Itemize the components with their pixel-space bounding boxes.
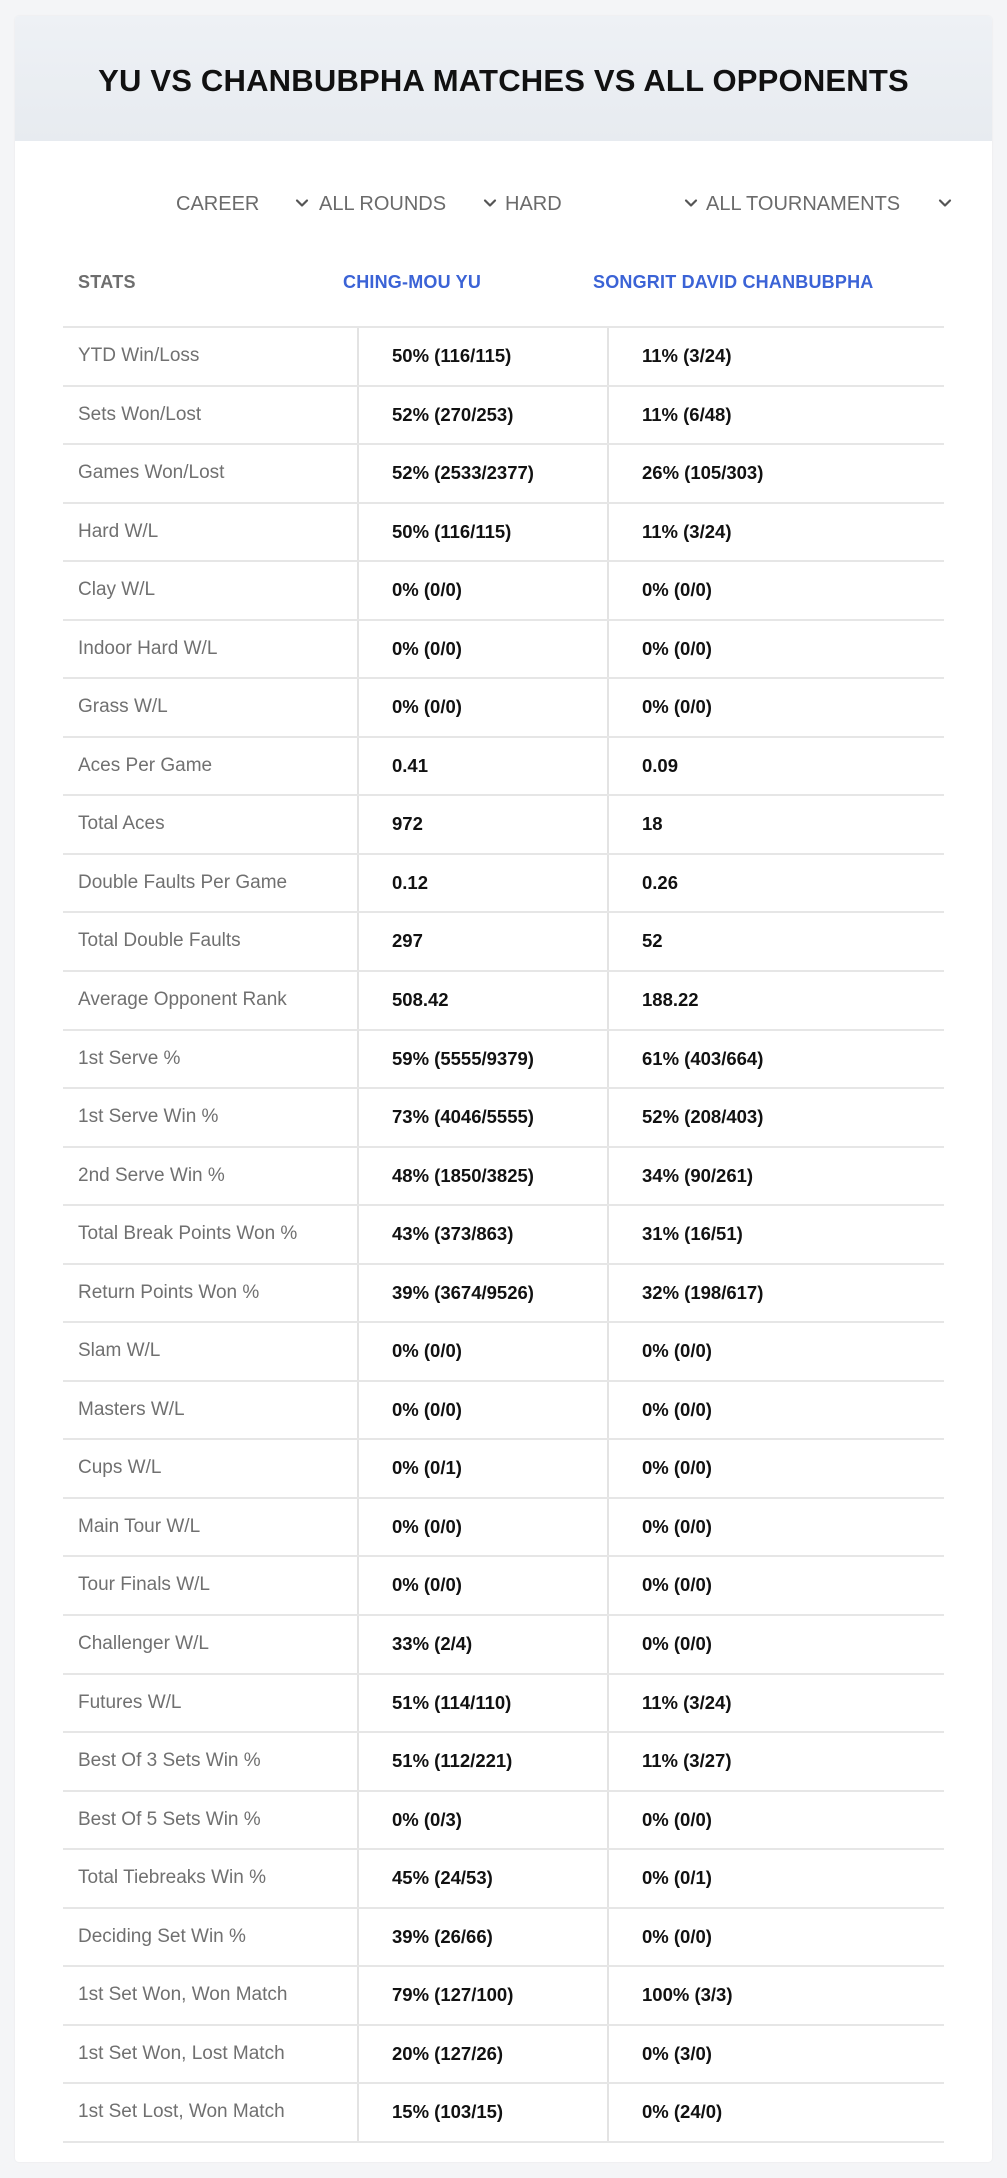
stat-label: Total Double Faults — [78, 930, 241, 952]
stat-label: Aces Per Game — [78, 754, 213, 776]
stat-label: Return Points Won % — [78, 1281, 260, 1303]
table-row — [63, 1323, 944, 1382]
player1-value: 0% (0/0) — [392, 1398, 462, 1420]
player1-value: 51% (114/110) — [392, 1691, 512, 1713]
player1-value: 45% (24/53) — [392, 1867, 493, 1889]
stat-label: Grass W/L — [78, 696, 168, 718]
player2-value: 0% (0/0) — [642, 1633, 712, 1655]
player1-value: 0% (0/0) — [392, 637, 462, 659]
filter-tournament-select[interactable] — [706, 182, 954, 226]
column-header-stats: STATS — [78, 272, 136, 292]
table-row — [63, 1440, 944, 1499]
player1-value: 0% (0/1) — [392, 1457, 462, 1479]
table-row — [63, 913, 944, 972]
stat-label: Games Won/Lost — [78, 462, 225, 484]
stat-label: Indoor Hard W/L — [78, 637, 218, 659]
chevron-down-icon — [293, 194, 311, 212]
player2-value: 11% (6/48) — [642, 403, 732, 425]
table-row — [63, 1265, 944, 1324]
table-row — [63, 328, 944, 387]
player1-value: 73% (4046/5555) — [392, 1106, 534, 1128]
table-body — [63, 328, 944, 2143]
stat-label: Sets Won/Lost — [78, 403, 202, 425]
player1-value: 0.41 — [392, 754, 429, 776]
filter-surface-value: HARD — [505, 192, 562, 215]
stat-label: Cups W/L — [78, 1457, 162, 1479]
player2-value: 0% (0/0) — [642, 1398, 712, 1420]
table-row — [63, 1909, 944, 1968]
player1-value: 0% (0/3) — [392, 1808, 462, 1830]
player2-value: 18 — [642, 813, 663, 835]
chevron-down-icon — [682, 194, 700, 212]
player2-value: 11% (3/27) — [642, 1750, 732, 1772]
table-header — [63, 248, 944, 328]
player1-value: 52% (270/253) — [392, 403, 514, 425]
stat-label: 1st Set Won, Lost Match — [78, 2042, 285, 2064]
stat-label: Total Aces — [78, 813, 165, 835]
table-row — [63, 679, 944, 738]
stat-label: Best Of 3 Sets Win % — [78, 1750, 261, 1772]
table-row — [63, 855, 944, 914]
player2-value: 0% (24/0) — [642, 2101, 723, 2123]
table-row — [63, 1499, 944, 1558]
table-row — [63, 1967, 944, 2026]
stats-card — [15, 16, 992, 2162]
player2-value: 11% (3/24) — [642, 1691, 732, 1713]
stat-label: Deciding Set Win % — [78, 1925, 246, 1947]
table-row — [63, 1675, 944, 1734]
player2-value: 100% (3/3) — [642, 1984, 733, 2006]
table-row — [63, 387, 944, 446]
player1-value: 15% (103/15) — [392, 2101, 504, 2123]
player1-value: 39% (26/66) — [392, 1925, 493, 1947]
column-header-player1[interactable]: CHING-MOU YU — [343, 272, 482, 292]
stat-label: Double Faults Per Game — [78, 871, 288, 893]
stat-label: Clay W/L — [78, 579, 156, 601]
player2-value: 61% (403/664) — [642, 1047, 764, 1069]
table-row — [63, 1850, 944, 1909]
table-row — [63, 1031, 944, 1090]
stat-label: 2nd Serve Win % — [78, 1164, 225, 1186]
table-row — [63, 445, 944, 504]
player1-value: 0% (0/0) — [392, 696, 462, 718]
player1-value: 79% (127/100) — [392, 1984, 514, 2006]
table-row — [63, 1382, 944, 1441]
player2-value: 0% (0/0) — [642, 1808, 712, 1830]
table-row — [63, 1206, 944, 1265]
player1-value: 0% (0/0) — [392, 1574, 462, 1596]
stat-label: Masters W/L — [78, 1398, 185, 1420]
column-header-player2[interactable]: SONGRIT DAVID CHANBUBPHA — [593, 272, 874, 292]
player1-value: 0% (0/0) — [392, 1515, 462, 1537]
table-row — [63, 504, 944, 563]
stat-label: 1st Serve Win % — [78, 1106, 219, 1128]
player2-value: 0% (3/0) — [642, 2042, 712, 2064]
player1-value: 0.12 — [392, 871, 429, 893]
table-row — [63, 738, 944, 797]
table-row — [63, 2084, 944, 2143]
table-row — [63, 621, 944, 680]
player2-value: 32% (198/617) — [642, 1281, 764, 1303]
player1-value: 59% (5555/9379) — [392, 1047, 534, 1069]
player2-value: 188.22 — [642, 989, 699, 1011]
page-header — [15, 16, 992, 141]
stat-label: Slam W/L — [78, 1340, 161, 1362]
player2-value: 0% (0/0) — [642, 696, 712, 718]
player2-value: 0% (0/0) — [642, 579, 712, 601]
filter-round-value: ALL ROUNDS — [319, 192, 447, 215]
player1-value: 52% (2533/2377) — [392, 462, 534, 484]
page-title: YU VS CHANBUBPHA MATCHES VS ALL OPPONENTS — [98, 62, 909, 98]
player2-value: 0% (0/0) — [642, 1515, 712, 1537]
player1-value: 508.42 — [392, 989, 449, 1011]
filter-period-value: CAREER — [176, 192, 260, 215]
player1-value: 50% (116/115) — [392, 520, 512, 542]
table-row — [63, 1733, 944, 1792]
stat-label: 1st Set Won, Won Match — [78, 1984, 288, 2006]
player2-value: 26% (105/303) — [642, 462, 764, 484]
player2-value: 52 — [642, 930, 663, 952]
filter-period-select[interactable] — [176, 182, 311, 226]
table-row — [63, 1089, 944, 1148]
table-row — [63, 796, 944, 855]
table-row — [63, 1792, 944, 1851]
stat-label: Main Tour W/L — [78, 1515, 201, 1537]
stat-label: Total Tiebreaks Win % — [78, 1867, 266, 1889]
stats-table — [63, 248, 944, 2143]
player2-value: 31% (16/51) — [642, 1223, 743, 1245]
player2-value: 0.09 — [642, 754, 679, 776]
filter-surface-select[interactable] — [505, 182, 700, 226]
player1-value: 0% (0/0) — [392, 1340, 462, 1362]
table-row — [63, 1616, 944, 1675]
player1-value: 43% (373/863) — [392, 1223, 514, 1245]
player1-value: 0% (0/0) — [392, 579, 462, 601]
table-row — [63, 972, 944, 1031]
player2-value: 0% (0/0) — [642, 1457, 712, 1479]
filter-bar — [15, 182, 992, 226]
stat-label: Total Break Points Won % — [78, 1223, 298, 1245]
stat-label: YTD Win/Loss — [78, 345, 200, 366]
filter-tournament-value: ALL TOURNAMENTS — [706, 192, 901, 215]
player1-value: 20% (127/26) — [392, 2042, 504, 2064]
player1-value: 39% (3674/9526) — [392, 1281, 534, 1303]
player1-value: 51% (112/221) — [392, 1750, 513, 1772]
player2-value: 52% (208/403) — [642, 1106, 764, 1128]
player2-value: 34% (90/261) — [642, 1164, 754, 1186]
chevron-down-icon — [936, 194, 954, 212]
table-row — [63, 562, 944, 621]
stat-label: Tour Finals W/L — [78, 1574, 210, 1596]
player2-value: 0.26 — [642, 871, 679, 893]
player2-value: 11% (3/24) — [642, 520, 732, 542]
chevron-down-icon — [481, 194, 499, 212]
stat-label: Challenger W/L — [78, 1633, 209, 1655]
player2-value: 0% (0/1) — [642, 1867, 712, 1889]
stat-label: 1st Set Lost, Won Match — [78, 2101, 285, 2123]
table-row — [63, 1148, 944, 1207]
stat-label: Hard W/L — [78, 520, 159, 542]
player1-value: 50% (116/115) — [392, 345, 512, 366]
stat-label: Best Of 5 Sets Win % — [78, 1808, 261, 1830]
stat-label: 1st Serve % — [78, 1047, 181, 1069]
player2-value: 0% (0/0) — [642, 637, 712, 659]
stat-label: Futures W/L — [78, 1691, 182, 1713]
table-row — [63, 2026, 944, 2085]
player1-value: 33% (2/4) — [392, 1633, 473, 1655]
table-row — [63, 1557, 944, 1616]
player2-value: 0% (0/0) — [642, 1574, 712, 1596]
player1-value: 297 — [392, 930, 423, 952]
player1-value: 48% (1850/3825) — [392, 1164, 534, 1186]
player2-value: 0% (0/0) — [642, 1340, 712, 1362]
player1-value: 972 — [392, 813, 423, 835]
stat-label: Average Opponent Rank — [78, 989, 287, 1011]
player2-value: 0% (0/0) — [642, 1925, 712, 1947]
player2-value: 11% (3/24) — [642, 345, 732, 366]
filter-round-select[interactable] — [319, 182, 499, 226]
